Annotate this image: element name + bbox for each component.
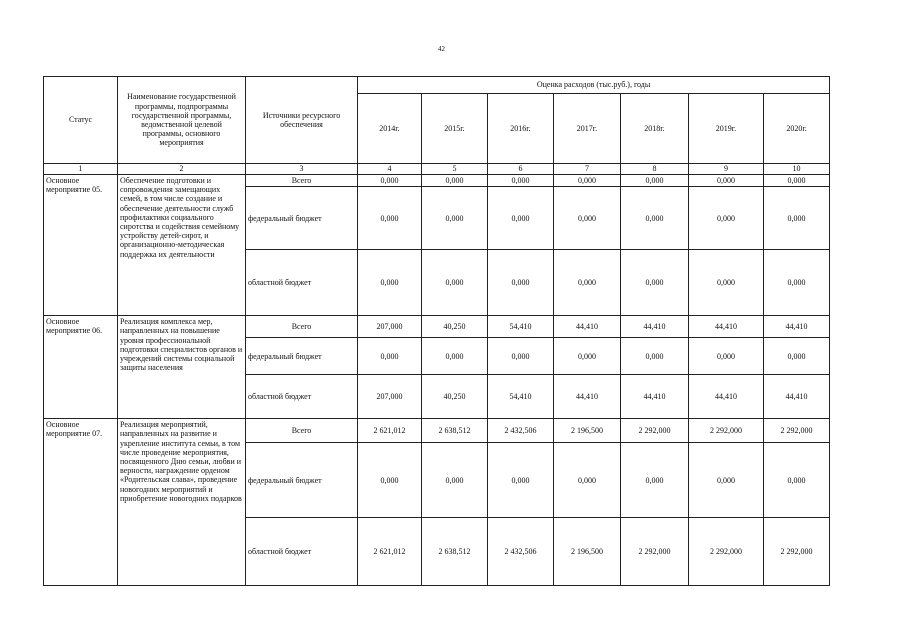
value-cell: 0,000 <box>358 443 422 518</box>
header-source: Источники ресурсного обеспечения <box>246 77 358 164</box>
source-cell: областной бюджет <box>246 375 358 419</box>
value-cell: 2 638,512 <box>422 419 488 443</box>
col-number: 2 <box>118 164 246 175</box>
value-cell: 0,000 <box>488 175 554 187</box>
value-cell: 44,410 <box>621 375 689 419</box>
column-number-row <box>44 164 830 175</box>
source-cell: областной бюджет <box>246 518 358 586</box>
value-cell: 44,410 <box>554 375 621 419</box>
value-cell: 54,410 <box>488 375 554 419</box>
source-cell: федеральный бюджет <box>246 338 358 375</box>
value-cell: 207,000 <box>358 316 422 338</box>
value-cell: 0,000 <box>764 443 830 518</box>
value-cell: 0,000 <box>621 338 689 375</box>
value-cell: 0,000 <box>621 443 689 518</box>
source-cell: федеральный бюджет <box>246 443 358 518</box>
header-row-1 <box>44 77 830 94</box>
budget-table <box>43 76 830 586</box>
name-cell: Реализация мероприятий, направленных на развитие и укрепление института семьи, в том числе проведение мероприятия, посвященного Дню семьи, любви и верности, награждение орденом «Родительская слава», проведение новогодних мероприятий и приобретение новогодних подарков <box>118 419 246 586</box>
value-cell: 0,000 <box>422 175 488 187</box>
col-number: 7 <box>554 164 621 175</box>
header-year: 2019г. <box>689 94 764 164</box>
value-cell: 40,250 <box>422 375 488 419</box>
value-cell: 0,000 <box>554 443 621 518</box>
value-cell: 2 621,012 <box>358 518 422 586</box>
header-year: 2016г. <box>488 94 554 164</box>
value-cell: 0,000 <box>621 175 689 187</box>
table-row <box>44 175 830 187</box>
value-cell: 2 432,506 <box>488 419 554 443</box>
value-cell: 0,000 <box>689 250 764 316</box>
header-status: Статус <box>44 77 118 164</box>
value-cell: 2 196,500 <box>554 419 621 443</box>
value-cell: 44,410 <box>764 316 830 338</box>
header-year: 2018г. <box>621 94 689 164</box>
value-cell: 0,000 <box>422 250 488 316</box>
col-number: 9 <box>689 164 764 175</box>
value-cell: 2 196,500 <box>554 518 621 586</box>
value-cell: 0,000 <box>764 187 830 250</box>
value-cell: 44,410 <box>764 375 830 419</box>
value-cell: 0,000 <box>488 187 554 250</box>
value-cell: 0,000 <box>689 443 764 518</box>
value-cell: 0,000 <box>689 187 764 250</box>
name-cell: Реализация комплекса мер, направленных на повышение уровня профессиональной подготовки специалистов органов и учреждений системы социальной защиты населения <box>118 316 246 419</box>
value-cell: 0,000 <box>621 187 689 250</box>
source-cell: федеральный бюджет <box>246 187 358 250</box>
header-year: 2014г. <box>358 94 422 164</box>
value-cell: 54,410 <box>488 316 554 338</box>
col-number: 4 <box>358 164 422 175</box>
value-cell: 0,000 <box>554 175 621 187</box>
col-number: 10 <box>764 164 830 175</box>
name-cell: Обеспечение подготовки и сопровождения замещающих семей, в том числе создание и обеспечение деятельности служб профилактики социального сиротства и содействия семейному устройству детей-сирот, и организационно-методическая поддержка их деятельности <box>118 175 246 316</box>
source-cell: Всего <box>246 175 358 187</box>
value-cell: 2 292,000 <box>764 518 830 586</box>
col-number: 6 <box>488 164 554 175</box>
value-cell: 2 292,000 <box>621 419 689 443</box>
value-cell: 2 621,012 <box>358 419 422 443</box>
page-number: 42 <box>438 45 445 53</box>
status-cell: Основное мероприятие 07. <box>44 419 118 586</box>
value-cell: 0,000 <box>488 250 554 316</box>
value-cell: 0,000 <box>689 175 764 187</box>
table-row <box>44 316 830 338</box>
value-cell: 2 292,000 <box>689 419 764 443</box>
value-cell: 0,000 <box>764 175 830 187</box>
col-number: 8 <box>621 164 689 175</box>
value-cell: 0,000 <box>554 187 621 250</box>
value-cell: 44,410 <box>689 375 764 419</box>
value-cell: 0,000 <box>764 338 830 375</box>
value-cell: 44,410 <box>689 316 764 338</box>
value-cell: 2 292,000 <box>621 518 689 586</box>
value-cell: 0,000 <box>554 338 621 375</box>
value-cell: 0,000 <box>358 250 422 316</box>
value-cell: 2 432,506 <box>488 518 554 586</box>
value-cell: 0,000 <box>358 175 422 187</box>
value-cell: 0,000 <box>358 338 422 375</box>
value-cell: 2 292,000 <box>689 518 764 586</box>
source-cell: Всего <box>246 316 358 338</box>
value-cell: 207,000 <box>358 375 422 419</box>
value-cell: 0,000 <box>554 250 621 316</box>
value-cell: 0,000 <box>422 187 488 250</box>
value-cell: 0,000 <box>422 443 488 518</box>
status-cell: Основное мероприятие 05. <box>44 175 118 316</box>
source-cell: Всего <box>246 419 358 443</box>
value-cell: 44,410 <box>554 316 621 338</box>
value-cell: 40,250 <box>422 316 488 338</box>
col-number: 5 <box>422 164 488 175</box>
table-row <box>44 419 830 443</box>
header-name: Наименование государственной программы, подпрограммы государственной программы, ведомственной целевой программы, основного мероприятия <box>118 77 246 164</box>
header-year: 2020г. <box>764 94 830 164</box>
header-year: 2015г. <box>422 94 488 164</box>
value-cell: 0,000 <box>621 250 689 316</box>
value-cell: 0,000 <box>422 338 488 375</box>
value-cell: 0,000 <box>488 443 554 518</box>
value-cell: 0,000 <box>358 187 422 250</box>
source-cell: областной бюджет <box>246 250 358 316</box>
status-cell: Основное мероприятие 06. <box>44 316 118 419</box>
col-number: 3 <box>246 164 358 175</box>
col-number: 1 <box>44 164 118 175</box>
header-cost-group: Оценка расходов (тыс.руб.), годы <box>358 77 830 94</box>
value-cell: 2 292,000 <box>764 419 830 443</box>
value-cell: 0,000 <box>764 250 830 316</box>
value-cell: 0,000 <box>488 338 554 375</box>
header-year: 2017г. <box>554 94 621 164</box>
value-cell: 0,000 <box>689 338 764 375</box>
value-cell: 2 638,512 <box>422 518 488 586</box>
value-cell: 44,410 <box>621 316 689 338</box>
